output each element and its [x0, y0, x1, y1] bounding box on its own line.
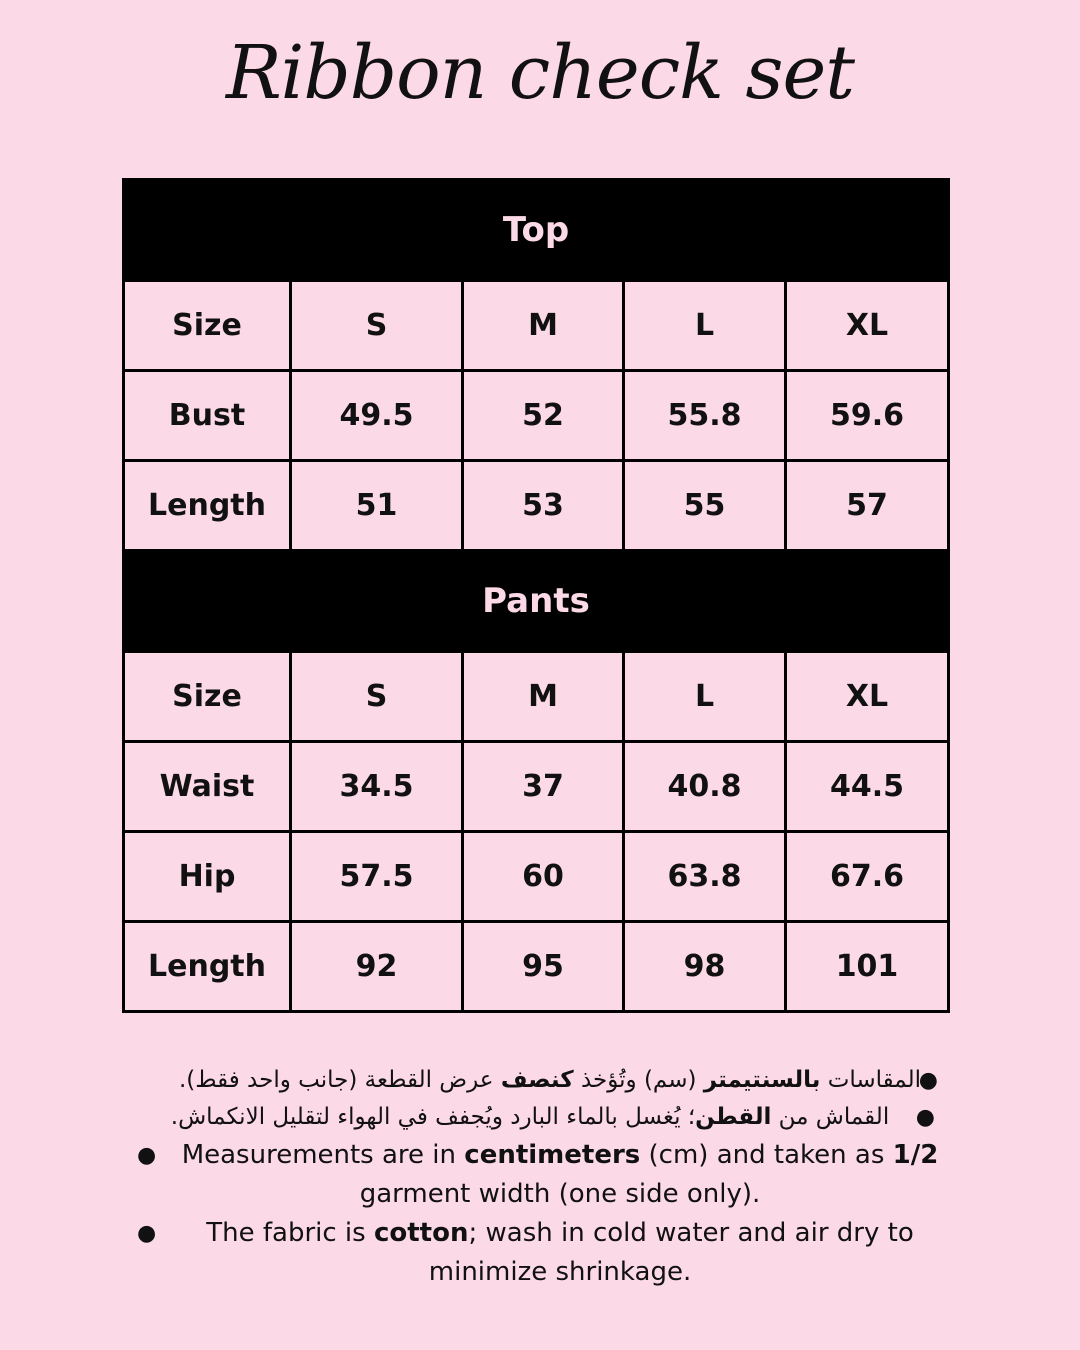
note-text: The fabric is — [206, 1218, 374, 1248]
table-cell: 63.8 — [624, 832, 786, 922]
column-header: L — [624, 652, 786, 742]
note-bold: centimeters — [464, 1140, 641, 1170]
note-text: (سم) وتُؤخذ — [573, 1067, 704, 1093]
table-cell: 52 — [463, 371, 624, 461]
note-english-fabric — [0, 1214, 1080, 1292]
table-cell: 53 — [463, 461, 624, 551]
table-row — [124, 371, 949, 461]
table-header-row — [124, 652, 949, 742]
table-cell: 37 — [463, 742, 624, 832]
table-row — [124, 461, 949, 551]
column-header: Size — [124, 652, 291, 742]
table-cell: 57 — [786, 461, 949, 551]
table-cell: 34.5 — [291, 742, 463, 832]
note-text: القماش من — [771, 1104, 890, 1130]
note-bold: كنصف — [500, 1067, 574, 1093]
table-row — [124, 742, 949, 832]
row-label: Length — [124, 461, 291, 551]
row-label: Hip — [124, 832, 291, 922]
bullet-icon: ● — [137, 1143, 157, 1168]
table-cell: 55.8 — [624, 371, 786, 461]
row-label: Bust — [124, 371, 291, 461]
table-header-row — [124, 281, 949, 371]
column-header: M — [463, 652, 624, 742]
note-text: عرض القطعة (جانب واحد فقط). — [179, 1067, 501, 1093]
table-cell: 95 — [463, 922, 624, 1012]
note-text: Measurements are in — [181, 1140, 465, 1170]
note-bold: cotton — [373, 1218, 469, 1248]
table-cell: 98 — [624, 922, 786, 1012]
note-arabic-measurements — [0, 1062, 1080, 1099]
column-header: XL — [786, 281, 949, 371]
section-title: Pants — [124, 551, 949, 652]
page-title: Ribbon check set — [225, 30, 855, 116]
care-notes — [0, 1062, 1080, 1292]
bullet-icon: ● — [918, 1068, 938, 1093]
note-text: (cm) and taken as — [640, 1140, 893, 1170]
column-header: S — [291, 652, 463, 742]
table-cell: 49.5 — [291, 371, 463, 461]
note-text: garment width (one side only). — [359, 1179, 761, 1209]
note-bold: 1/2 — [892, 1140, 939, 1170]
bullet-icon: ● — [915, 1105, 935, 1130]
section-title: Top — [124, 180, 949, 281]
table-cell: 101 — [786, 922, 949, 1012]
note-text: ؛ يُغسل بالماء البارد ويُجفف في الهواء لتقليل الانكماش. — [170, 1104, 696, 1130]
table-cell: 55 — [624, 461, 786, 551]
note-english-measurements — [0, 1136, 1080, 1214]
table-cell: 44.5 — [786, 742, 949, 832]
note-text: ; wash in cold water and air dry to minimize shrinkage. — [428, 1218, 914, 1287]
column-header: Size — [124, 281, 291, 371]
table-row — [124, 832, 949, 922]
table-cell: 40.8 — [624, 742, 786, 832]
note-bold: القطن — [695, 1104, 772, 1130]
section-header-top — [124, 180, 949, 281]
column-header: XL — [786, 652, 949, 742]
table-cell: 57.5 — [291, 832, 463, 922]
table-cell: 60 — [463, 832, 624, 922]
size-chart — [122, 178, 950, 1013]
table-cell: 59.6 — [786, 371, 949, 461]
column-header: S — [291, 281, 463, 371]
row-label: Length — [124, 922, 291, 1012]
section-header-pants — [124, 551, 949, 652]
table-row — [124, 922, 949, 1012]
bullet-icon: ● — [137, 1221, 157, 1246]
table-cell: 67.6 — [786, 832, 949, 922]
note-arabic-fabric — [0, 1099, 1080, 1136]
table-cell: 51 — [291, 461, 463, 551]
column-header: L — [624, 281, 786, 371]
row-label: Waist — [124, 742, 291, 832]
table-cell: 92 — [291, 922, 463, 1012]
column-header: M — [463, 281, 624, 371]
note-text: المقاسات — [820, 1067, 921, 1093]
note-bold: بالسنتيمتر — [703, 1067, 821, 1093]
